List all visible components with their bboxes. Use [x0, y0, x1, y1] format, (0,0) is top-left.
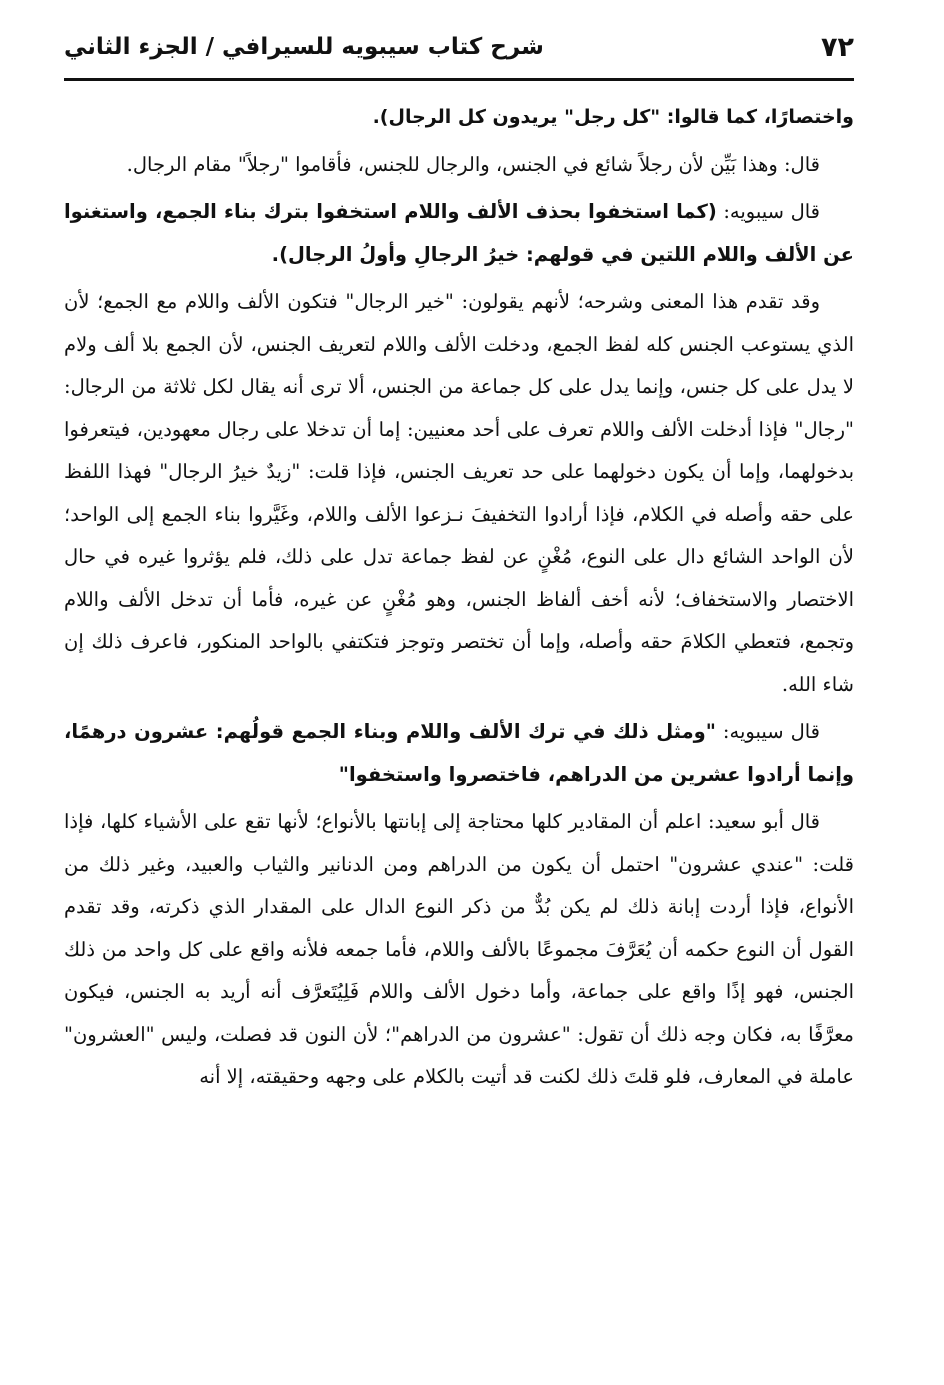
paragraph-5 — [64, 711, 854, 796]
paragraph-2 — [64, 144, 854, 187]
running-title: شرح كتاب سيبويه للسيرافي / الجزء الثاني — [64, 34, 544, 60]
sibawayh-quote: (كما استخفوا بحذف الألف واللام استخفوا بترك بناء الجمع، واستغنوا عن الألف واللام اللتين في قولهم: خيرُ الرجالِ وأولُ الرجال). — [64, 200, 854, 266]
sibawayh-quote: "ومثل ذلك في ترك الألف واللام وبناء الجمع قولُهم: عشرون درهمًا، وإنما أرادوا عشرين من الدراهم، فاختصروا واستخفوا" — [64, 720, 854, 786]
paragraph-text: قال أبو سعيد: اعلم أن المقادير كلها محتاجة إلى إبانتها بالأنواع؛ لأنها تقع على الأشياء كلها، فإذا قلت: "عندي عشرون" احتمل أن يكون من الدراهم ومن الدنانير والثياب والعبيد، وغير ذلك من الأنواع، فإذا أردت إبانة ذلك لم يكن بُدٌّ من ذكر النوع الدال على المقدار الذي ذكرته، وقد تقدم القول أن النوع حكمه أن يُعَرَّفَ مجموعًا بالألف واللام، فأما جمعه فلأنه واقع على كل واحد من ذلك الجنس، فهو إذًا واقع على جماعة، وأما دخول الألف واللام فَلِيُتَعرَّف أنه أريد به الجنس، فيكون معرَّفًا به، فكان وجه ذلك أن تقول: "عشرون من الدراهم"؛ لأن النون قد فصلت، وليس "العشرون" عاملة في المعارف، فلو قلتَ ذلك لكنت قد أتيت بالكلام على وجهه وحقيقته، إلا أنه — [64, 810, 854, 1088]
paragraph-lead: قال سيبويه: — [716, 200, 821, 223]
paragraph-text: واختصارًا، كما قالوا: "كل رجل" يريدون كل الرجال). — [372, 106, 854, 128]
page-body — [64, 96, 854, 1104]
book-page — [64, 0, 854, 1385]
page-number: ٧٢ — [821, 32, 854, 63]
paragraph-6 — [64, 801, 854, 1099]
paragraph-lead: قال سيبويه: — [715, 720, 820, 743]
paragraph-text: وقد تقدم هذا المعنى وشرحه؛ لأنهم يقولون: "خير الرجال" فتكون الألف واللام مع الجمع؛ لأن الذي يستوعب الجنس كله لفظ الجمع، ودخلت الألف واللام لتعريف الجنس، لأن الجمع بلا ألف ولام لا يدل على كل جنس، وإنما يدل على كل جماعة من الجنس، ألا ترى أنه يقال لكل ثلاثة من الرجال: "رجال" فإذا أدخلت الألف واللام تعرف على أحد معنيين: إما أن تدخلا على رجال معهودين، فيتعرفوا بدخولهما، وإما أن يكون دخولهما على حد تعريف الجنس، فإذا قلت: "زيدٌ خيرُ الرجال" فهذا اللفظ على حقه وأصله في الكلام، فإذا أرادوا التخفيفَ نـزعوا الألف واللام، وغَيَّروا بناء الجمع إلى الواحد؛ لأن الواحد الشائع دال على النوع، مُغْنٍ عن لفظ جماعة تدل على ذلك، فلم يؤثروا غيره في حال الاختصار والاستخفاف؛ لأنه أخف ألفاظ الجنس، وهو مُغْنٍ عن غيره، فأما أن تدخل الألف واللام وتجمع، فتعطي الكلامَ حقه وأصله، وإما أن تختصر وتوجز فتكتفي بالواحد المنكور، فاعرف ذلك إن شاء الله. — [64, 290, 854, 696]
paragraph-text: قال: وهذا بَيِّن لأن رجلاً شائع في الجنس، والرجال للجنس، فأقاموا "رجلاً" مقام الرجال. — [126, 152, 820, 176]
paragraph-1 — [64, 96, 854, 139]
paragraph-4 — [64, 281, 854, 706]
paragraph-3 — [64, 191, 854, 276]
page-header — [64, 28, 854, 81]
